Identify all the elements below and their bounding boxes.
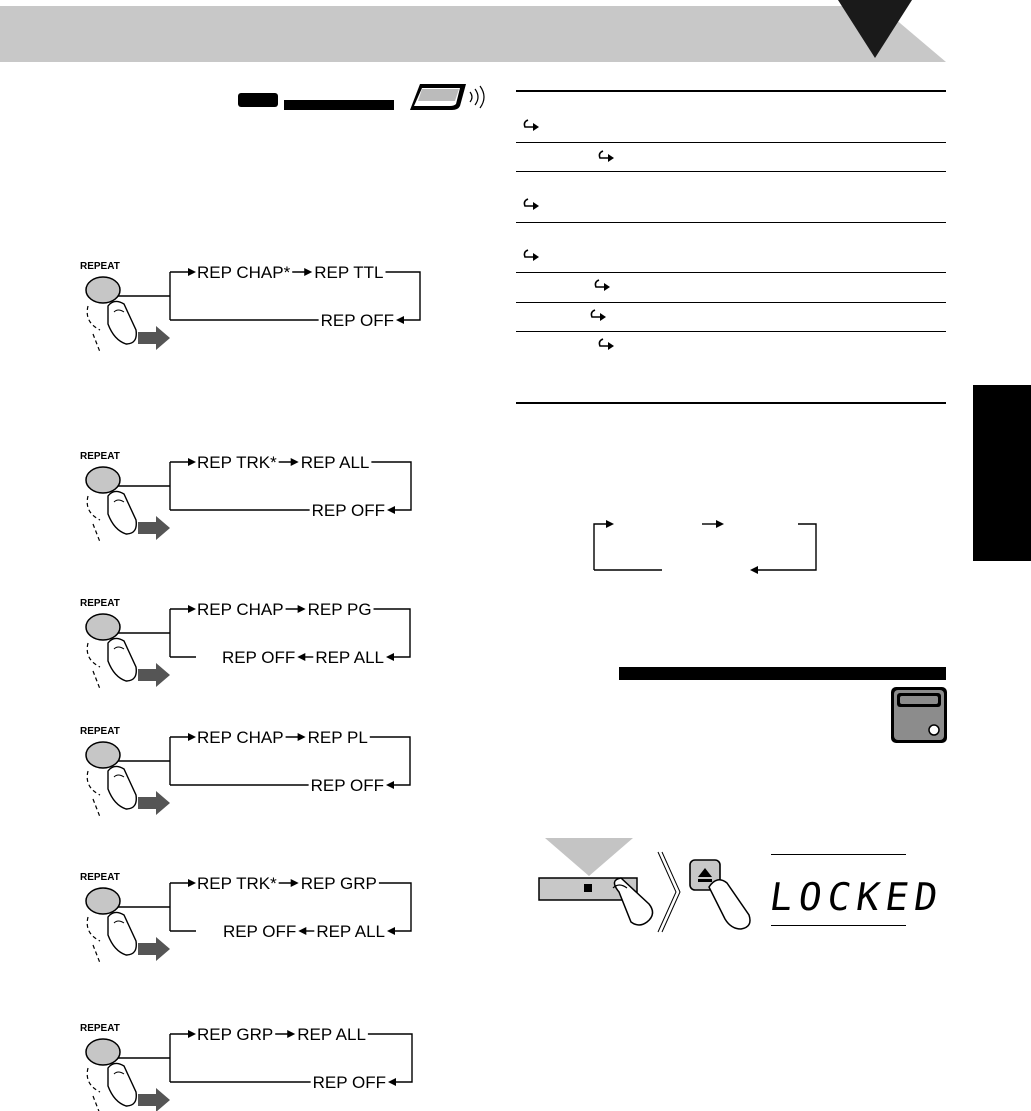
flow-mode-label: REP OFF (222, 922, 297, 941)
flow-mode-label: REP ALL (297, 1025, 366, 1044)
repeat-button-icon[interactable] (86, 742, 120, 768)
flow-mode-label: REP GRP (197, 1025, 274, 1044)
finger-icon (108, 1063, 136, 1106)
then-chevron-icon (654, 852, 680, 932)
flow-mode-label: REP PG (307, 600, 372, 619)
flow-mode-label: REP ALL (300, 453, 370, 472)
finger-icon (108, 638, 136, 681)
flow-mode-label: REP OFF (221, 648, 296, 667)
main-unit-icon (891, 687, 947, 743)
repeat-flow-5 (80, 872, 411, 963)
press-arrow-icon (138, 1088, 170, 1111)
repeat-arrow-icon (522, 197, 542, 215)
table-rule (516, 272, 946, 273)
section-bar (619, 667, 946, 680)
repeat-button-label: REPEAT (80, 598, 120, 609)
repeat-arrow-icon (522, 248, 542, 266)
finger-icon (108, 912, 136, 955)
flow-mode-label: REP OFF (312, 1073, 386, 1092)
repeat-button-label: REPEAT (80, 261, 120, 272)
repeat-flow-1 (80, 261, 420, 352)
flow-mode-label: REP GRP (300, 874, 377, 893)
table-rule (516, 171, 946, 172)
flow-mode-label: REP ALL (316, 922, 385, 941)
repeat-arrow-icon (597, 337, 617, 355)
press-arrow-icon (545, 838, 633, 878)
repeat-arrow-icon (589, 308, 609, 326)
repeat-button-icon[interactable] (86, 614, 120, 640)
display-rule-top (771, 854, 906, 855)
flow-mode-label: REP OFF (311, 501, 385, 520)
repeat-arrow-icon (597, 149, 617, 167)
table-rule-bottom (516, 402, 946, 404)
flow-mode-label: REP PL (307, 728, 368, 747)
repeat-button-label: REPEAT (80, 451, 120, 462)
table-rule-top (516, 90, 946, 92)
finger-icon (108, 766, 136, 809)
loop-diagram (590, 518, 822, 576)
repeat-arrow-icon (522, 118, 542, 136)
eject-button-icon[interactable] (687, 857, 755, 933)
press-arrow-icon (138, 516, 170, 540)
repeat-flow-6 (80, 1023, 412, 1111)
repeat-button-label: REPEAT (80, 872, 120, 883)
repeat-button-icon[interactable] (86, 888, 120, 914)
table-rule (516, 142, 946, 143)
display-locked-text: LOCKED (766, 875, 947, 919)
table-rule (516, 331, 946, 332)
repeat-flow-3 (80, 598, 410, 689)
finger-icon (108, 491, 136, 534)
repeat-button-icon[interactable] (86, 1039, 120, 1065)
repeat-flow-2 (80, 451, 411, 542)
repeat-flows (0, 0, 500, 1111)
table-rule (516, 222, 946, 223)
press-arrow-icon (138, 791, 170, 815)
flow-mode-label: REP CHAP* (197, 263, 291, 282)
stop-button-icon[interactable] (539, 874, 659, 932)
display-rule-bottom (771, 925, 906, 926)
table-rule (516, 302, 946, 303)
flow-mode-label: REP TRK* (197, 453, 277, 472)
press-arrow-icon (138, 663, 170, 687)
repeat-arrow-icon (593, 278, 613, 296)
flow-mode-label: REP CHAP (197, 728, 284, 747)
repeat-button-label: REPEAT (80, 726, 120, 737)
flow-mode-label: REP TTL (314, 263, 384, 282)
flow-mode-label: REP ALL (315, 648, 384, 667)
repeat-button-icon[interactable] (86, 277, 120, 303)
flow-mode-label: REP OFF (310, 776, 384, 795)
flow-mode-label: REP CHAP (197, 600, 284, 619)
press-arrow-icon (138, 937, 170, 961)
finger-icon (108, 301, 136, 344)
flow-mode-label: REP TRK* (197, 874, 277, 893)
repeat-flow-4 (80, 726, 410, 817)
repeat-button-icon[interactable] (86, 467, 120, 493)
flow-mode-label: REP OFF (320, 311, 394, 330)
press-arrow-icon (138, 326, 170, 350)
side-tab (973, 385, 1031, 561)
repeat-button-label: REPEAT (80, 1023, 120, 1034)
